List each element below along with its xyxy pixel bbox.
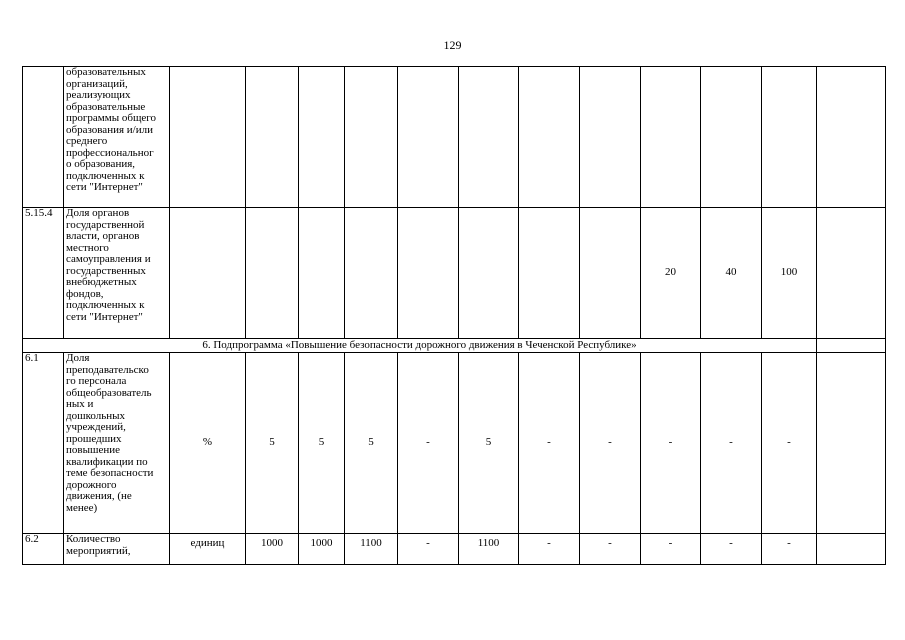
table-row	[23, 208, 886, 339]
value-cell	[459, 67, 519, 208]
indicator-name-line: государственной	[66, 218, 145, 231]
value-cell	[817, 353, 886, 534]
indicator-name	[64, 534, 170, 565]
section-title: 6. Подпрограмма «Повышение безопасности дорожного движения в Чеченской Республике»	[23, 339, 817, 353]
indicator-name	[64, 67, 170, 208]
indicator-name-line: менее)	[66, 501, 98, 514]
indicator-name-line: Доля	[66, 352, 90, 364]
indicators-table	[22, 66, 886, 565]
value-cell	[519, 208, 580, 339]
indicator-name-line: подключенных к	[66, 299, 145, 311]
value-cell: -	[398, 353, 459, 534]
value-cell: -	[641, 534, 701, 565]
indicator-name-line: внебюджетных	[66, 276, 137, 288]
value-cell	[459, 208, 519, 339]
indicator-name-line: о образования,	[66, 158, 136, 170]
value-cell: 5	[345, 353, 398, 534]
value-cell: 20	[641, 208, 701, 339]
value-cell: 5	[299, 353, 345, 534]
value-cell: -	[641, 353, 701, 534]
value-cell	[345, 67, 398, 208]
value-cell	[398, 208, 459, 339]
value-cell: -	[398, 534, 459, 565]
value-cell	[299, 67, 345, 208]
value-cell	[246, 67, 299, 208]
indicator-name-line: прошедших	[66, 432, 122, 445]
row-number	[23, 67, 64, 208]
indicator-name-line: дошкольных	[66, 409, 125, 422]
value-cell: -	[701, 534, 762, 565]
table-row	[23, 353, 886, 534]
indicator-name-line: подключенных к	[66, 169, 145, 182]
row-number: 6.2	[23, 534, 64, 565]
value-cell: -	[519, 534, 580, 565]
indicator-name-line: местного	[66, 241, 109, 254]
indicator-name-line: го персонала	[66, 375, 127, 387]
indicator-name-line: дорожного	[66, 478, 117, 491]
value-cell	[299, 208, 345, 339]
value-cell: 1000	[246, 534, 299, 565]
indicator-name-line: организаций,	[66, 77, 128, 90]
value-cell: -	[580, 534, 641, 565]
indicator-name-line: Количество	[66, 533, 121, 545]
indicator-name-line: сети "Интернет"	[66, 181, 143, 193]
table-cell	[817, 339, 886, 353]
value-cell	[246, 208, 299, 339]
value-cell	[762, 67, 817, 208]
value-cell	[519, 67, 580, 208]
value-cell: -	[580, 353, 641, 534]
value-cell	[345, 208, 398, 339]
row-number: 5.15.4	[23, 208, 64, 339]
indicator-name-line: теме безопасности	[66, 467, 154, 479]
value-cell: 1100	[459, 534, 519, 565]
unit-cell: единиц	[170, 534, 246, 565]
value-cell: -	[762, 534, 817, 565]
section-row	[23, 339, 886, 353]
value-cell	[580, 208, 641, 339]
value-cell: 5	[246, 353, 299, 534]
indicator-name-line: квалификации по	[66, 455, 148, 468]
unit-cell	[170, 67, 246, 208]
indicator-name-line: фондов,	[66, 287, 104, 300]
value-cell	[398, 67, 459, 208]
value-cell: -	[519, 353, 580, 534]
indicator-name-line: сети "Интернет"	[66, 310, 143, 323]
row-number: 6.1	[23, 353, 64, 534]
indicator-name-line: среднего	[66, 135, 108, 147]
indicator-name-line: общеобразователь	[66, 386, 152, 399]
value-cell	[817, 534, 886, 565]
unit-cell	[170, 208, 246, 339]
indicator-name-line: власти, органов	[66, 230, 140, 242]
value-cell	[701, 67, 762, 208]
value-cell	[817, 67, 886, 208]
indicator-name-line: образования и/или	[66, 123, 153, 136]
value-cell: -	[701, 353, 762, 534]
indicator-name-line: программы общего	[66, 112, 157, 124]
table-row	[23, 67, 886, 208]
value-cell: 40	[701, 208, 762, 339]
indicator-name-line: повышение	[66, 444, 120, 456]
indicator-name-line: образовательных	[66, 66, 146, 78]
page-number: 129	[443, 38, 462, 52]
indicator-name-line: государственных	[66, 264, 146, 277]
indicator-name-line: образовательные	[66, 100, 146, 113]
indicator-name-line: ных и	[66, 398, 94, 410]
indicator-name-line: учреждений,	[66, 421, 126, 433]
value-cell: 100	[762, 208, 817, 339]
indicator-name	[64, 353, 170, 534]
value-cell	[641, 67, 701, 208]
value-cell: 5	[459, 353, 519, 534]
indicator-name	[64, 208, 170, 339]
table-body	[23, 67, 886, 565]
value-cell	[580, 67, 641, 208]
value-cell: 1000	[299, 534, 345, 565]
indicator-name-line: преподавательско	[66, 363, 149, 376]
table-row	[23, 534, 886, 565]
indicator-name-line: реализующих	[66, 89, 131, 101]
indicator-name-line: самоуправления и	[66, 253, 151, 265]
indicator-name-line: профессиональног	[66, 146, 154, 159]
value-cell: -	[762, 353, 817, 534]
unit-cell: %	[170, 353, 246, 534]
indicator-name-line: Доля органов	[66, 207, 130, 219]
indicator-name-line: мероприятий,	[66, 544, 131, 557]
value-cell	[817, 208, 886, 339]
value-cell: 1100	[345, 534, 398, 565]
indicator-name-line: движения, (не	[66, 490, 132, 502]
